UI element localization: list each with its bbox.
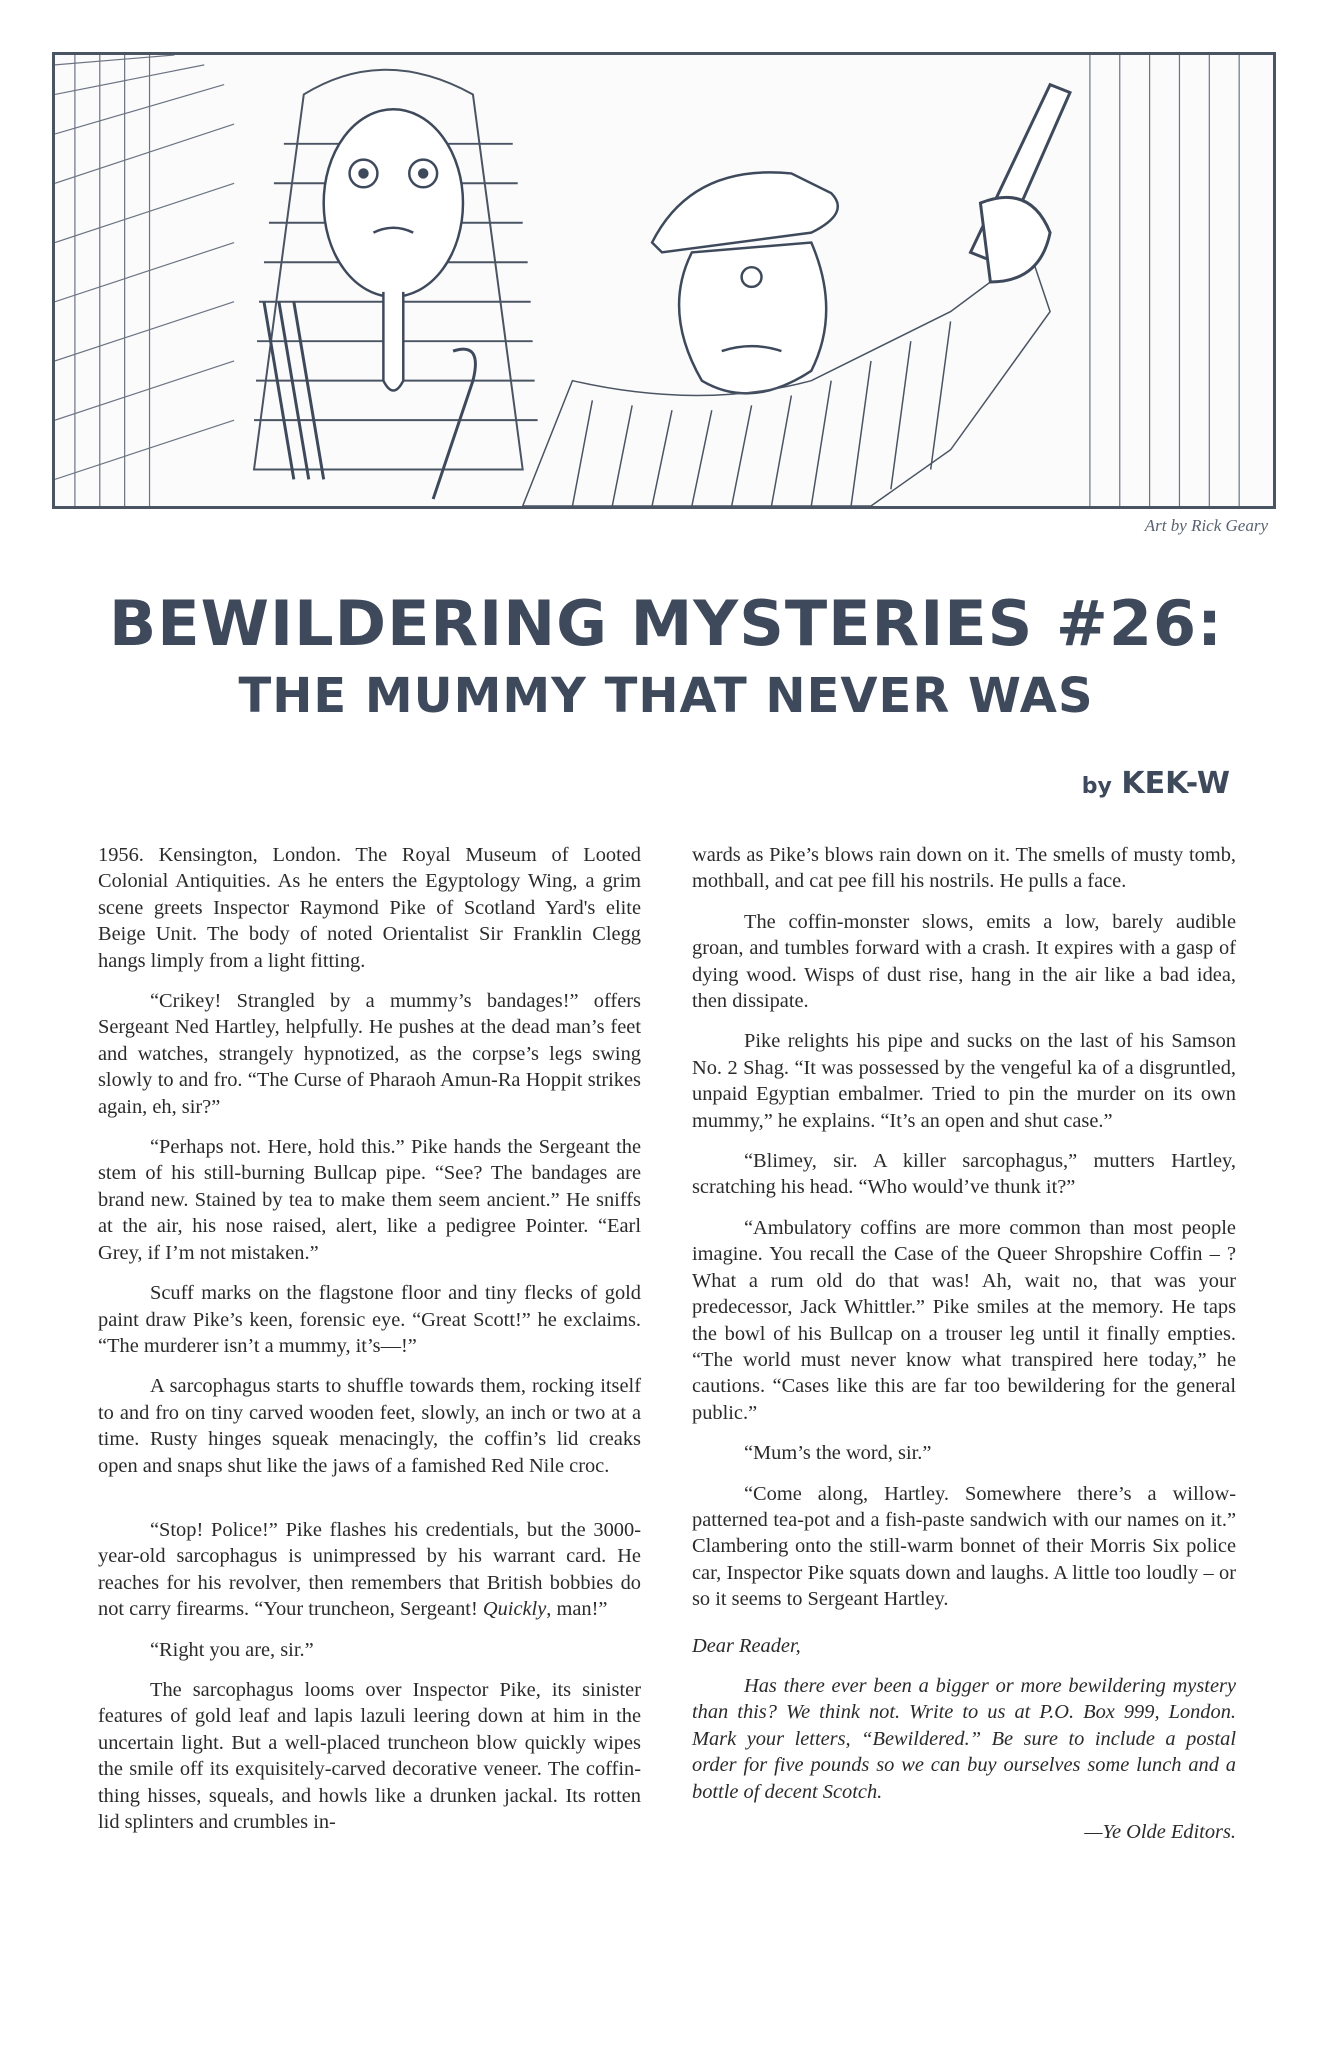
left-column bbox=[98, 842, 641, 1849]
paragraph: “Perhaps not. Here, hold this.” Pike hands the Sergeant the stem of his still-burning Bullcap pipe. “See? The bandages are brand new. Stained by tea to make them seem ancient.” He sniffs at the air, his nose raised, alert, like a pedigree Pointer. “Earl Grey, if I’m not mistaken.” bbox=[98, 1136, 641, 1264]
paragraph-text: “Stop! Police!” Pike flashes his credentials, but the 3000-year-old sarcophagus is unimpressed by his warrant card. He reaches for his revolver, then remembers that British bobbies do not carry firearms. “Your truncheon, Sergeant! bbox=[98, 1518, 641, 1621]
letter-salutation: Dear Reader, bbox=[692, 1634, 801, 1657]
paragraph: wards as Pike’s blows rain down on it. The smells of musty tomb, mothball, and cat pee fill his nostrils. He pulls a face. bbox=[692, 844, 1236, 893]
paragraph: “Mum’s the word, sir.” bbox=[744, 1442, 932, 1465]
byline-by: by bbox=[1081, 774, 1112, 799]
paragraph: “Crikey! Strangled by a mummy’s bandages!” offers Sergeant Ned Hartley, helpfully. He pushes at the dead man’s feet and watches, strangely hypnotized, as the corpse’s legs swing slowly to and fro. “The Curse of Pharaoh Amun-Ra Hoppit strikes again, eh, sir?” bbox=[98, 990, 641, 1118]
header-illustration bbox=[52, 52, 1276, 509]
paragraph: Scuff marks on the flagstone floor and tiny flecks of gold paint draw Pike’s keen, forensic eye. “Great Scott!” he exclaims. “The murderer isn’t a mummy, it’s—!” bbox=[98, 1282, 641, 1357]
paragraph: The sarcophagus looms over Inspector Pike, its sinister features of gold leaf and lapis lazuli leering down at him in the uncertain light. But a well-placed truncheon blow quickly wipes the smile off its exquisitely-carved decorative veneer. The coffin-thing hisses, squeals, and howls like a drunken jackal. Its rotten lid splinters and crumbles in- bbox=[98, 1678, 641, 1833]
paragraph: “Blimey, sir. A killer sarcophagus,” mutters Hartley, scratching his head. “Who would’ve thunk it?” bbox=[692, 1150, 1236, 1199]
letter-signature: —Ye Olde Editors. bbox=[1084, 1821, 1236, 1843]
art-credit: Art by Rick Geary bbox=[1144, 516, 1268, 535]
letter-body: Has there ever been a bigger or more bewildering mystery than this? We think not. Write to us at P.O. Box 999, London. Mark your letters, “Bewildered.” Be sure to include a postal order for five pounds so we can buy ourselves some lunch and a bottle of decent Scotch. bbox=[692, 1674, 1236, 1803]
paragraph: Pike relights his pipe and sucks on the last of his Samson No. 2 Shag. “It was possessed by the vengeful ka of a disgruntled, unpaid Egyptian embalmer. Tried to pin the murder on its own mummy,” he explains. “It’s an open and shut case.” bbox=[692, 1030, 1236, 1132]
byline-author: KEK-W bbox=[1121, 766, 1230, 801]
paragraph-text: , man!” bbox=[546, 1598, 608, 1621]
paragraph-emphasis: Quickly bbox=[482, 1598, 547, 1621]
paragraph: A sarcophagus starts to shuffle towards them, rocking itself to and fro on tiny carved wooden feet, slowly, an inch or two at a time. Rusty hinges squeak menacingly, the coffin’s lid creaks open and snaps shut like the jaws of a famished Red Nile croc. bbox=[98, 1375, 641, 1477]
right-column bbox=[692, 842, 1236, 1859]
illustration-art bbox=[55, 55, 1273, 506]
paragraph: 1956. Kensington, London. The Royal Museum of Looted Colonial Antiquities. As he enters the Egyptology Wing, a grim scene greets Inspector Raymond Pike of Scotland Yard's elite Beige Unit. The body of noted Orientalist Sir Franklin Clegg hangs limply from a light fitting. bbox=[98, 844, 641, 972]
article-subtitle: THE MUMMY THAT NEVER WAS bbox=[238, 668, 1094, 724]
paragraph: “Right you are, sir.” bbox=[150, 1638, 314, 1661]
paragraph: “Ambulatory coffins are more common than most people imagine. You recall the Case of the Queer Shropshire Coffin – ? What a rum old do that was! Ah, wait no, that was your predecessor, Jack Whittler.” Pike smiles at the memory. He taps the bowl of his Bullcap on a trouser leg until it finally empties. “The world must never know what transpired here today,” he cautions. “Cases like this are far too bewildering for the general public.” bbox=[692, 1216, 1236, 1424]
paragraph: “Come along, Hartley. Somewhere there’s a willow-patterned tea-pot and a fish-paste sandwich with our names on it.” Clambering onto the still-warm bonnet of their Morris Six police car, Inspector Pike squats down and laughs. A little too loudly – or so it seems to Sergeant Hartley. bbox=[692, 1482, 1236, 1611]
paragraph: The coffin-monster slows, emits a low, barely audible groan, and tumbles forward with a crash. It expires with a gasp of dying wood. Wisps of dust rise, hang in the air like a bad idea, then dissipate. bbox=[692, 910, 1236, 1013]
byline bbox=[1082, 766, 1230, 801]
paragraph bbox=[98, 1517, 641, 1623]
article-title: BEWILDERING MYSTERIES #26: bbox=[109, 587, 1223, 660]
